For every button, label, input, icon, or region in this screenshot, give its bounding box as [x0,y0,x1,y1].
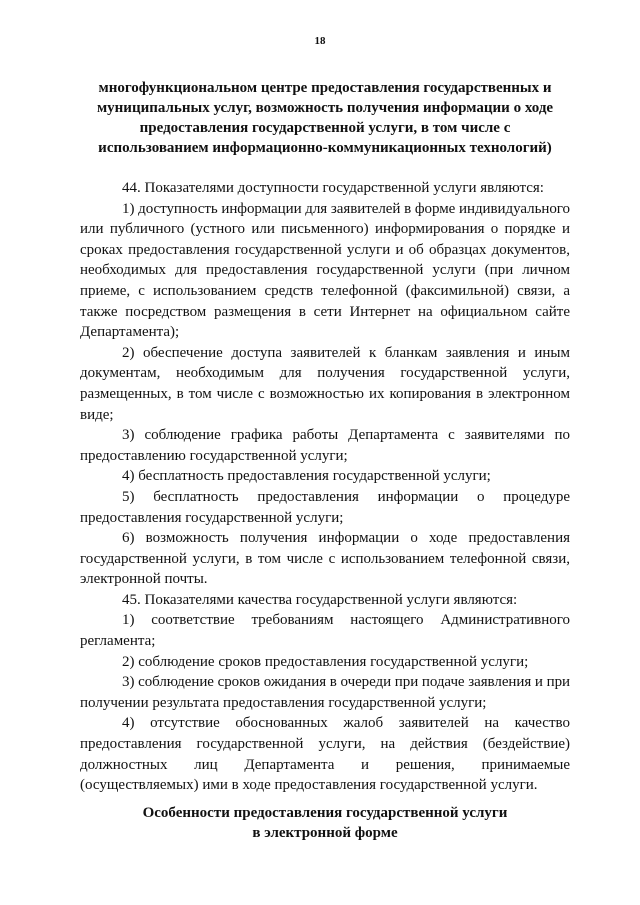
paragraph [80,672,570,713]
paragraph-line: 3) соблюдение графика работы Департамента с заявителями по [122,427,570,444]
document-body [80,178,570,796]
paragraph-line: 1) доступность информации для заявителей в форме индивидуального [122,200,570,217]
paragraph-line: предоставлению государственной услуги; [80,447,348,464]
heading-line: предоставления государственной услуги, в том числе с [139,120,511,136]
paragraph-line: 5) бесплатность предоставления информации о процедуре [122,488,570,505]
paragraph [80,713,570,795]
paragraph-line: государственной услуги, в том числе с использованием телефонной связи, [80,550,570,567]
page-number: 18 [314,35,326,47]
paragraph-line: виде; [80,406,114,423]
heading-line: муниципальных услуг, возможность получения информации о ходе [96,100,554,116]
paragraph-line: документам, необходимым для получения государственной услуги, [80,365,570,382]
paragraph-line: 1) соответствие требованиям настоящего Административного [122,612,570,629]
paragraph [80,528,570,590]
heading-line: многофункциональном центре предоставления государственных и [98,80,552,96]
paragraph [80,199,570,343]
paragraph-line: 4) отсутствие обоснованных жалоб заявителей на качество [122,715,570,732]
paragraph-line: 2) обеспечение доступа заявителей к бланкам заявления и иным [122,344,570,361]
paragraph-line: приеме, с использованием средств телефонной (факсимильной) связи, а [80,282,570,299]
heading-line: использованием информационно-коммуникационных технологий) [98,140,552,156]
paragraph-line: предоставления государственной услуги; [80,509,344,526]
paragraph-line: также посредством размещения в сети Интернет на официальном сайте [80,303,570,320]
paragraph-line: размещенных, в том числе с возможностью их копирования в электронном [80,385,570,402]
paragraph-line: 2) соблюдение сроков предоставления государственной услуги; [122,653,529,670]
paragraph-line: электронной почты. [80,571,208,588]
paragraph-line: 44. Показателями доступности государственной услуги являются: [122,180,544,196]
section-heading-bottom [80,803,570,843]
paragraph [80,652,570,673]
heading-line: Особенности предоставления государственной услуги [142,805,508,821]
paragraph-line: получении результата предоставления государственной услуги; [80,694,487,711]
paragraph-line: предоставления государственной услуги, на действия (бездействие) [80,736,570,753]
paragraph [80,425,570,466]
paragraph [80,610,570,651]
paragraph-line: 4) бесплатность предоставления государственной услуги; [122,468,491,485]
paragraph-line: 45. Показателями качества государственной услуги являются: [122,591,518,608]
paragraph-line: регламента; [80,633,156,650]
paragraph-line: 6) возможность получения информации о ходе предоставления [122,530,570,547]
paragraph-line: (осуществляемых) ими в ходе предоставления государственной услуги. [80,777,538,794]
paragraph-line: должностных лиц Департамента и решения, принимаемые [80,756,570,773]
paragraph-line: необходимых для предоставления государственной услуги (при личном [80,262,570,279]
paragraph-line: или публичного (устного или письменного) информирования о порядке и [80,221,570,238]
paragraph [80,590,570,611]
paragraph [80,178,570,199]
paragraph [80,466,570,487]
section-heading-top [80,78,570,158]
heading-line: в электронной форме [252,825,398,841]
paragraph-line: сроках предоставления государственной услуги и об образцах документов, [80,241,570,258]
paragraph [80,487,570,528]
paragraph-line: Департамента); [80,324,180,341]
paragraph-line: 3) соблюдение сроков ожидания в очереди при подаче заявления и при [122,674,570,691]
paragraph [80,343,570,425]
